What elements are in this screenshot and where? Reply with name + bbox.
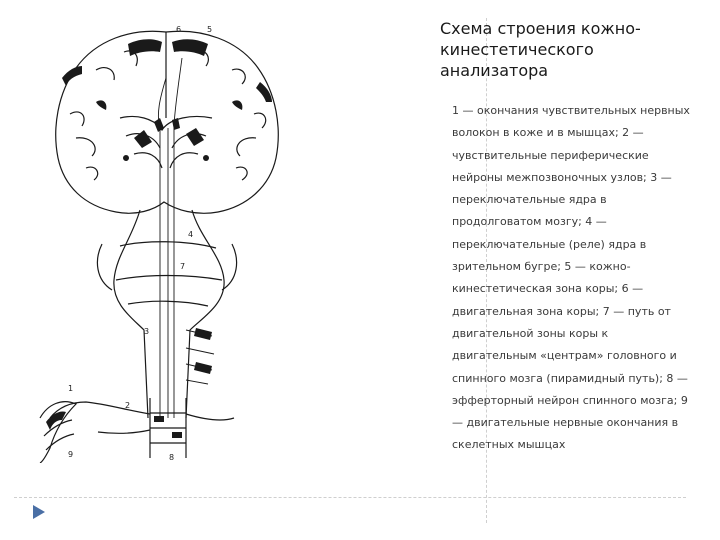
brainstem-outline xyxy=(114,210,224,418)
triangle-right-icon[interactable] xyxy=(32,504,46,520)
figure-label-3: 3 xyxy=(144,327,150,336)
figure-label-7: 7 xyxy=(180,262,186,271)
figure-label-6: 6 xyxy=(176,25,182,34)
slide-title: Схема строения кожно-кинестетического анализатора xyxy=(440,19,641,80)
figure-label-1: 1 xyxy=(68,384,74,393)
figure-label-8: 8 xyxy=(169,453,175,462)
figure-label-5: 5 xyxy=(207,25,213,34)
guide-line-horizontal xyxy=(14,497,686,498)
figure-label-2: 2 xyxy=(125,401,131,410)
figure-label-9: 9 xyxy=(68,450,74,459)
cortex-outline xyxy=(56,31,279,213)
brain-diagram xyxy=(36,18,296,463)
figure-caption: 1 — окончания чувствительных нервных волокон в коже и в мышцах; 2 — чувствительные периферические нейроны межпозвоночных узлов; 3 — переключательные ядра в продолговатом мозгу; 4 — переключательные (реле) ядра в зрительном бугре; 5 — кожно-кинестетическая зона коры; 6 — двигательная зона коры; 7 — путь от двигательной зоны коры к двигательным «центрам» головного и спинного мозга (пирамидный путь); 8 — эфферторный нейрон спинного мозга; 9 — двигательные нервные окончания в скелетных мышцах xyxy=(452,104,690,452)
figure-label-4: 4 xyxy=(188,230,194,239)
brain-drawing xyxy=(36,18,296,463)
